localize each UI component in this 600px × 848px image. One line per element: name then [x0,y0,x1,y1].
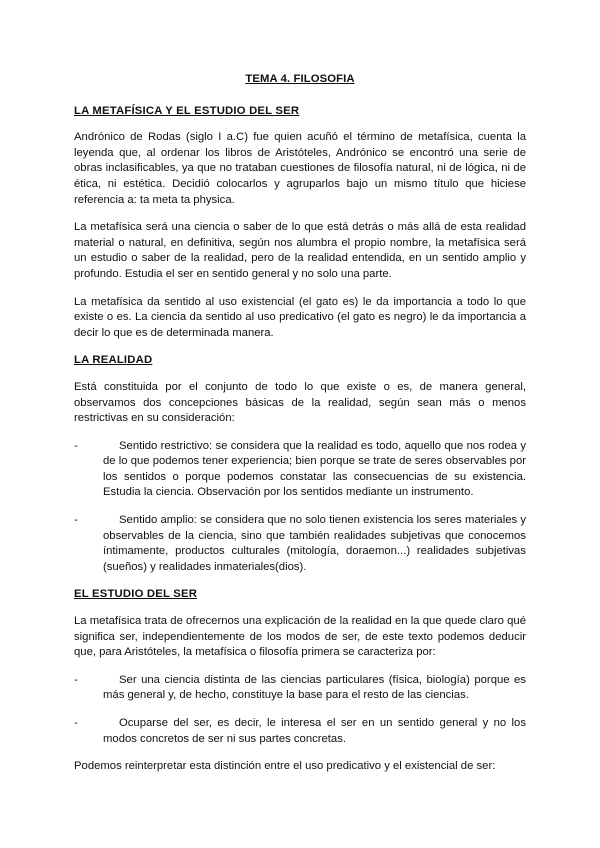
bullet-text: Sentido amplio: se considera que no solo tienen existencia los seres materiales y observables de la ciencia, sino que también realidades subjetivas que conocemos íntimamente, productos culturales (mitología, doraemon...) realidades subjetivas (sueños) y realidades inmateriales(dios). [103,514,526,573]
section-heading-realidad: LA REALIDAD [74,354,153,367]
bullet-dash: - [74,673,78,686]
section-heading-estudio-ser: EL ESTUDIO DEL SER [74,588,198,601]
document-title: TEMA 4. FILOSOFIA [245,73,355,85]
bullet-ciencia-distinta [74,673,526,704]
paragraph-definicion-metafisica: La metafísica será una ciencia o saber de lo que está detrás o más allá de esta realidad material o natural, en definitiva, según nos alumbra el propio nombre, la metafísica será un estudio o saber de la realidad, pero de la realidad entendida, en un sentido amplio y profundo. Estudia el ser en sentido general y no solo una parte. [74,221,526,280]
bullet-text: Ocuparse del ser, es decir, le interesa el ser en un sentido general y no los modos concretos de ser ni sus partes concretas. [103,717,526,745]
paragraph-closing: Podemos reinterpretar esta distinción entre el uso predicativo y el existencial de ser: [74,760,496,773]
paragraph-uso-existencial: La metafísica da sentido al uso existencial (el gato es) le da importancia a todo lo que existe o es. La ciencia da sentido al uso predicativo (el gato es negro) le da importancia a decir lo que es de determinada manera. [74,295,526,339]
bullet-dash: - [74,439,78,452]
bullet-dash: - [74,514,78,527]
bullet-sentido-amplio [74,513,526,575]
bullet-text: Sentido restrictivo: se considera que la realidad es todo, aquello que nos rodea y de lo que podemos tener experiencia; bien porque se trate de seres observables por los sentidos o porque podemos constatar las consecuencias de su existencia. Estudia la ciencia. Observación por los sentidos mediante un instrumento. [103,439,526,499]
document-page [74,72,526,787]
bullet-dash: - [74,717,78,729]
paragraph-andronico: Andrónico de Rodas (siglo I a.C) fue quien acuñó el término de metafísica, cuenta la leyenda que, al ordenar los libros de Aristóteles, Andrónico se encontró una serie de obras inclasificables, ya que no trataban cuestiones de filosofía natural, ni de lógica, ni de ética, ni estética. Decidió colocarlos y agruparlos bajo un mismo título que hiciese referencia a: ta meta ta physica. [74,131,526,206]
bullet-text: Ser una ciencia distinta de las ciencias particulares (física, biología) porque es más general y, de hecho, constituye la base para el resto de las ciencias. [103,673,526,702]
paragraph-estudio-intro: La metafísica trata de ofrecernos una explicación de la realidad en la que quede claro qué significa ser, independientemente de los modos de ser, de este texto podemos deducir que, para Aristóteles, la metafísica o filosofía primera se caracteriza por: [74,615,526,659]
bullet-ocuparse-ser [74,716,526,747]
bullet-sentido-restrictivo [74,439,526,501]
section-heading-metafisica: LA METAFÍSICA Y EL ESTUDIO DEL SER [74,104,300,117]
paragraph-realidad-intro: Está constituida por el conjunto de todo lo que existe o es, de manera general, observamos dos concepciones básicas de la realidad, según sean más o menos restrictivas en su consideración: [74,380,526,425]
